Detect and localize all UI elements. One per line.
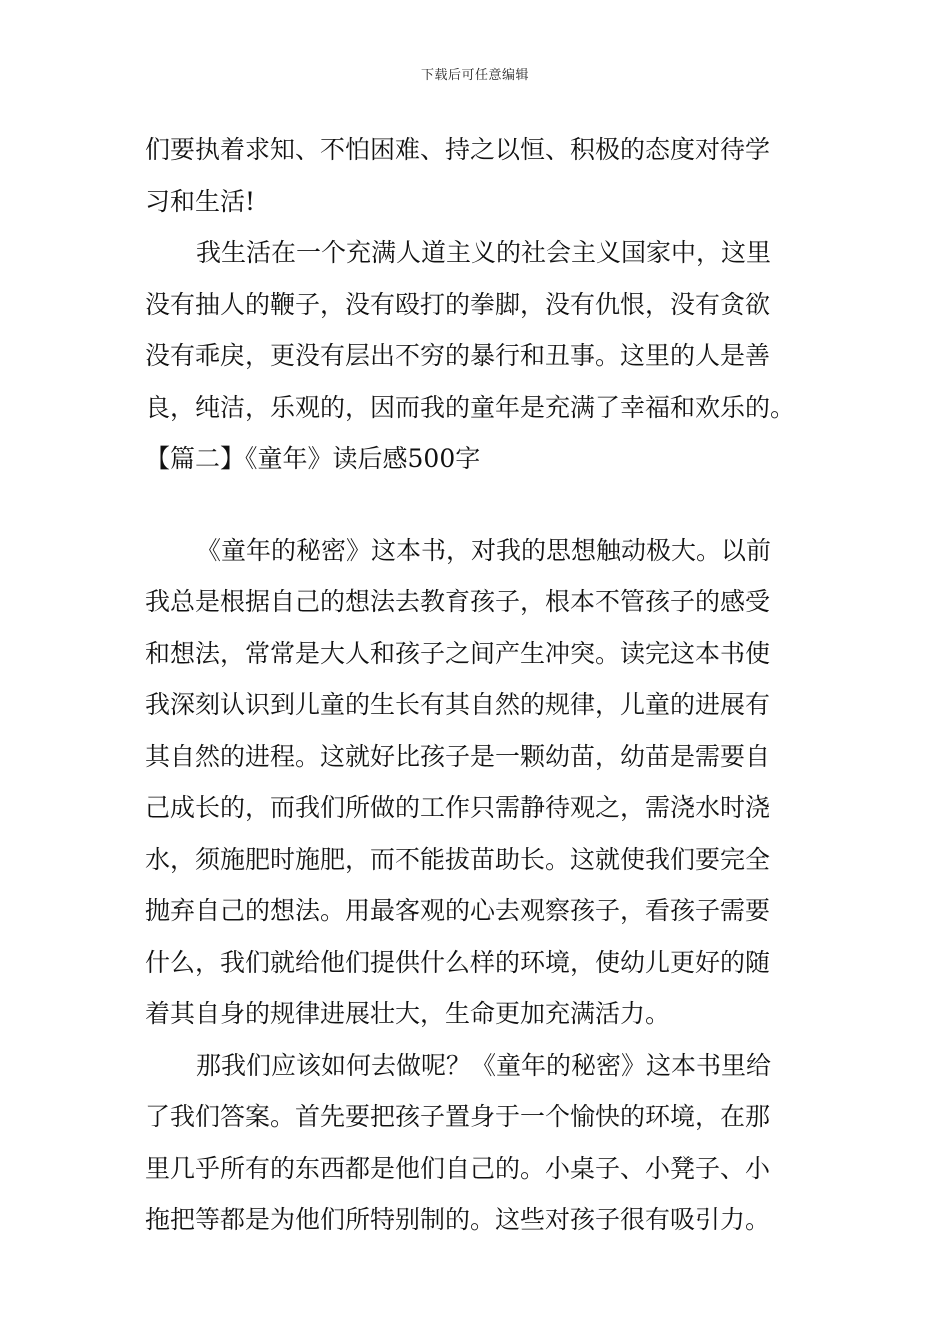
- paragraph-book-impression: [145, 525, 810, 1040]
- text-line: 什么，我们就给他们提供什么样的环境，使幼儿更好的随: [145, 947, 771, 977]
- text-line: 们要执着求知、不怕困难、持之以恒、积极的态度对待学: [145, 135, 771, 164]
- text-line: 我总是根据自己的想法去教育孩子，根本不管孩子的感受: [145, 587, 771, 616]
- text-line: 拖把等都是为他们所特别制的。这些对孩子很有吸引力。: [145, 1205, 771, 1234]
- text-line: 己成长的，而我们所做的工作只需静待观之，需浇水时浇: [145, 793, 771, 822]
- text-line: 里几乎所有的东西都是他们自己的。小桌子、小凳子、小: [145, 1153, 771, 1183]
- document-body: [145, 124, 810, 1246]
- text-line: 没有抽人的鞭子，没有殴打的拳脚，没有仇恨，没有贪欲: [145, 289, 771, 319]
- paragraph-continuation: [145, 124, 810, 227]
- text-line: 习和生活!: [145, 186, 256, 216]
- text-line: 良，纯洁，乐观的，因而我的童年是充满了幸福和欢乐的。: [145, 392, 796, 422]
- text-line: 着其自身的规律进展壮大，生命更加充满活力。: [145, 999, 671, 1028]
- text-line: 我深刻认识到儿童的生长有其自然的规律，儿童的进展有: [145, 690, 771, 719]
- section-spacer: [145, 485, 810, 525]
- text-line: 抛弃自己的想法。用最客观的心去观察孩子，看孩子需要: [145, 896, 771, 925]
- text-line: 水，须施肥时施肥，而不能拔苗助长。这就使我们要完全: [145, 844, 771, 874]
- text-line: 《童年的秘密》这本书，对我的思想触动极大。以前: [196, 535, 772, 565]
- page-header: 下载后可任意编辑: [420, 68, 529, 83]
- paragraph-how-to: [145, 1040, 810, 1246]
- text-line: 其自然的进程。这就好比孩子是一颗幼苗，幼苗是需要自: [145, 741, 771, 771]
- section-heading: 【篇二】《童年》读后感500字: [145, 444, 481, 473]
- text-line: 那我们应该如何去做呢？《童年的秘密》这本书里给: [196, 1050, 772, 1080]
- text-line: 我生活在一个充满人道主义的社会主义国家中，这里: [196, 238, 772, 267]
- text-line: 了我们答案。首先要把孩子置身于一个愉快的环境，在那: [145, 1102, 771, 1131]
- text-line: 和想法，常常是大人和孩子之间产生冲突。读完这本书使: [145, 638, 771, 668]
- paragraph-humanism: [145, 227, 810, 433]
- text-line: 没有乖戾，更没有层出不穷的暴行和丑事。这里的人是善: [145, 341, 771, 370]
